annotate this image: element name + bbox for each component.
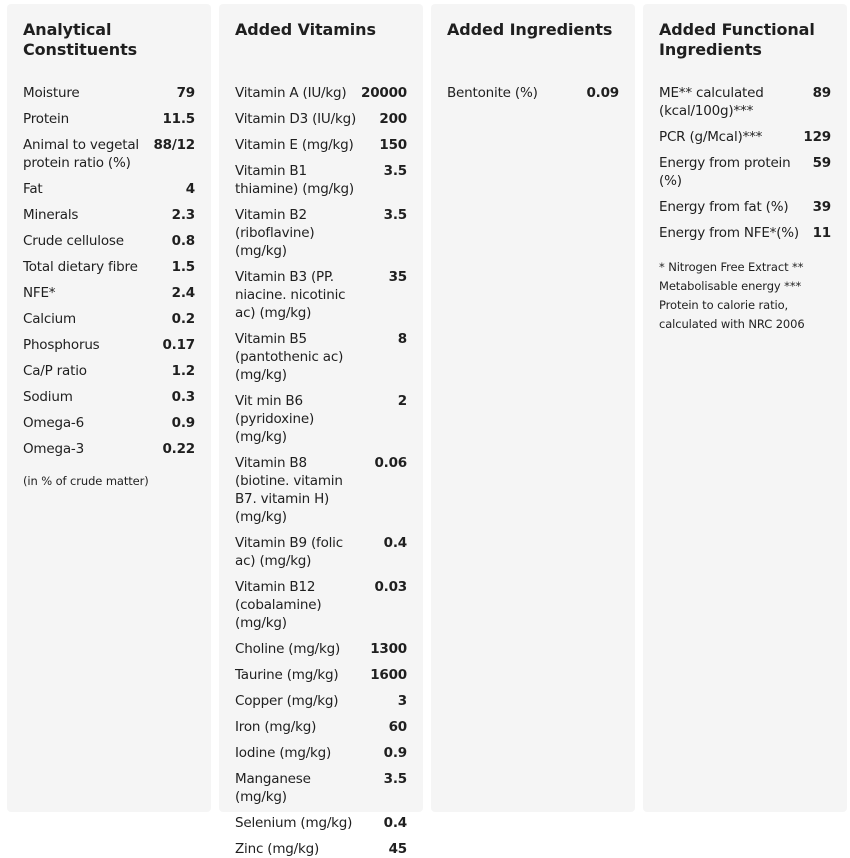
item-label: Calcium — [23, 311, 76, 327]
item-value: 1600 — [370, 667, 407, 683]
item-label: NFE* — [23, 285, 56, 301]
item-label: Animal to vegetal protein ratio (%) — [23, 137, 139, 171]
item-label: Bentonite (%) — [447, 85, 538, 101]
list-item — [23, 258, 195, 276]
item-label: Vitamin B8 (biotine. vitamin B7. vitamin H) (mg/kg) — [235, 455, 343, 525]
item-label: Zinc (mg/kg) — [235, 841, 320, 857]
item-label: Vitamin B3 (PP. niacine. nicotinic ac) (mg/kg) — [235, 269, 346, 321]
item-label: Manganese (mg/kg) — [235, 771, 311, 805]
item-value: 88/12 — [153, 137, 195, 153]
item-value: 89 — [812, 85, 831, 101]
item-label: Crude cellulose — [23, 233, 124, 249]
item-value: 2 — [397, 393, 407, 409]
item-value: 0.4 — [383, 535, 407, 551]
list-item — [235, 578, 407, 632]
panel-title — [659, 20, 831, 60]
panel-title — [447, 20, 619, 60]
item-label: Taurine (mg/kg) — [235, 667, 339, 683]
list-item — [23, 180, 195, 198]
item-label: Copper (mg/kg) — [235, 693, 339, 709]
panel-title — [23, 20, 195, 60]
item-label: Ca/P ratio — [23, 363, 87, 379]
item-value: 0.06 — [374, 455, 407, 471]
footnote: (in % of crude matter) — [23, 474, 149, 488]
list-item — [235, 534, 407, 570]
item-value: 45 — [388, 841, 407, 857]
list-item — [23, 414, 195, 432]
item-value: 8 — [397, 331, 407, 347]
analytical-constituents-panel — [7, 4, 211, 812]
list-item — [235, 840, 407, 858]
item-value: 0.4 — [383, 815, 407, 831]
panel-title-line1: Added Vitamins — [235, 20, 376, 39]
list-item — [235, 206, 407, 260]
list-item — [659, 198, 831, 216]
item-label: Iodine (mg/kg) — [235, 745, 332, 761]
item-value: 11 — [812, 225, 831, 241]
list-item — [23, 310, 195, 328]
constituents-list — [23, 84, 195, 458]
list-item — [659, 84, 831, 120]
list-item — [235, 268, 407, 322]
list-item — [23, 206, 195, 224]
list-item — [235, 814, 407, 832]
item-label: PCR (g/Mcal)*** — [659, 129, 763, 145]
item-value: 1300 — [370, 641, 407, 657]
item-label: Energy from NFE*(%) — [659, 225, 799, 241]
item-value: 0.2 — [171, 311, 195, 327]
item-value: 0.17 — [162, 337, 195, 353]
list-item — [235, 770, 407, 806]
item-label: Choline (mg/kg) — [235, 641, 341, 657]
ingredients-list — [447, 84, 619, 102]
list-item — [23, 284, 195, 302]
item-label: Energy from protein (%) — [659, 155, 791, 189]
list-item — [235, 136, 407, 154]
panel-title-line1: Added Ingredients — [447, 20, 613, 39]
item-value: 3.5 — [383, 163, 407, 179]
list-item — [659, 128, 831, 146]
panel-title-line2: Constituents — [23, 40, 138, 59]
panel-title-line1: Added Functional — [659, 20, 815, 39]
item-value: 39 — [812, 199, 831, 215]
item-value: 0.8 — [171, 233, 195, 249]
item-value: 2.3 — [171, 207, 195, 223]
panel-title-line1: Analytical — [23, 20, 112, 39]
item-label: Vitamin B12 (cobalamine) (mg/kg) — [235, 579, 322, 631]
list-item — [23, 440, 195, 458]
list-item — [235, 110, 407, 128]
item-label: Omega-6 — [23, 415, 84, 431]
item-value: 11.5 — [162, 111, 195, 127]
item-label: Minerals — [23, 207, 79, 223]
item-label: ME** calculated (kcal/100g)*** — [659, 85, 764, 119]
item-label: Omega-3 — [23, 441, 84, 457]
list-item — [235, 666, 407, 684]
item-label: Phosphorus — [23, 337, 100, 353]
list-item — [235, 692, 407, 710]
item-label: Vit min B6 (pyridoxine) (mg/kg) — [235, 393, 315, 445]
list-item — [659, 154, 831, 190]
item-value: 79 — [176, 85, 195, 101]
item-value: 0.9 — [171, 415, 195, 431]
item-value: 3.5 — [383, 207, 407, 223]
list-item — [235, 330, 407, 384]
item-label: Energy from fat (%) — [659, 199, 789, 215]
item-value: 129 — [803, 129, 831, 145]
list-item — [235, 84, 407, 102]
item-value: 60 — [388, 719, 407, 735]
item-value: 1.2 — [171, 363, 195, 379]
item-label: Vitamin B2 (riboflavine) (mg/kg) — [235, 207, 315, 259]
item-value: 0.09 — [586, 85, 619, 101]
list-item — [235, 640, 407, 658]
item-value: 1.5 — [171, 259, 195, 275]
item-value: 3.5 — [383, 771, 407, 787]
item-label: Moisture — [23, 85, 80, 101]
list-item — [235, 744, 407, 762]
list-item — [235, 162, 407, 198]
list-item — [235, 718, 407, 736]
item-label: Protein — [23, 111, 69, 127]
item-label: Vitamin B9 (folic ac) (mg/kg) — [235, 535, 343, 569]
list-item — [23, 110, 195, 128]
list-item — [659, 224, 831, 242]
item-value: 200 — [379, 111, 407, 127]
item-value: 0.3 — [171, 389, 195, 405]
list-item — [23, 388, 195, 406]
item-value: 2.4 — [171, 285, 195, 301]
vitamins-list — [235, 84, 407, 858]
list-item — [23, 362, 195, 380]
list-item — [23, 232, 195, 250]
item-label: Iron (mg/kg) — [235, 719, 317, 735]
list-item — [23, 336, 195, 354]
list-item — [447, 84, 619, 102]
item-value: 4 — [185, 181, 195, 197]
item-label: Vitamin E (mg/kg) — [235, 137, 354, 153]
item-value: 35 — [388, 269, 407, 285]
added-functional-ingredients-panel — [643, 4, 847, 812]
list-item — [235, 392, 407, 446]
item-label: Sodium — [23, 389, 73, 405]
added-ingredients-panel — [431, 4, 635, 812]
item-label: Vitamin B1 thiamine) (mg/kg) — [235, 163, 354, 197]
item-label: Vitamin A (IU/kg) — [235, 85, 347, 101]
item-label: Selenium (mg/kg) — [235, 815, 353, 831]
added-vitamins-panel — [219, 4, 423, 857]
list-item — [23, 84, 195, 102]
item-label: Total dietary fibre — [23, 259, 138, 275]
item-value: 20000 — [361, 85, 407, 101]
item-label: Fat — [23, 181, 43, 197]
panel-title — [235, 20, 407, 60]
item-value: 150 — [379, 137, 407, 153]
item-label: Vitamin D3 (IU/kg) — [235, 111, 357, 127]
item-value: 3 — [397, 693, 407, 709]
list-item — [23, 136, 195, 172]
footnote: * Nitrogen Free Extract ** Metabolisable energy *** Protein to calorie ratio, calculated with NRC 2006 — [659, 260, 805, 331]
list-item — [235, 454, 407, 526]
item-value: 0.9 — [383, 745, 407, 761]
item-value: 0.03 — [374, 579, 407, 595]
item-label: Vitamin B5 (pantothenic ac) (mg/kg) — [235, 331, 344, 383]
item-value: 59 — [812, 155, 831, 171]
item-value: 0.22 — [162, 441, 195, 457]
panel-title-line2: Ingredients — [659, 40, 762, 59]
functional-ingredients-list — [659, 84, 831, 242]
